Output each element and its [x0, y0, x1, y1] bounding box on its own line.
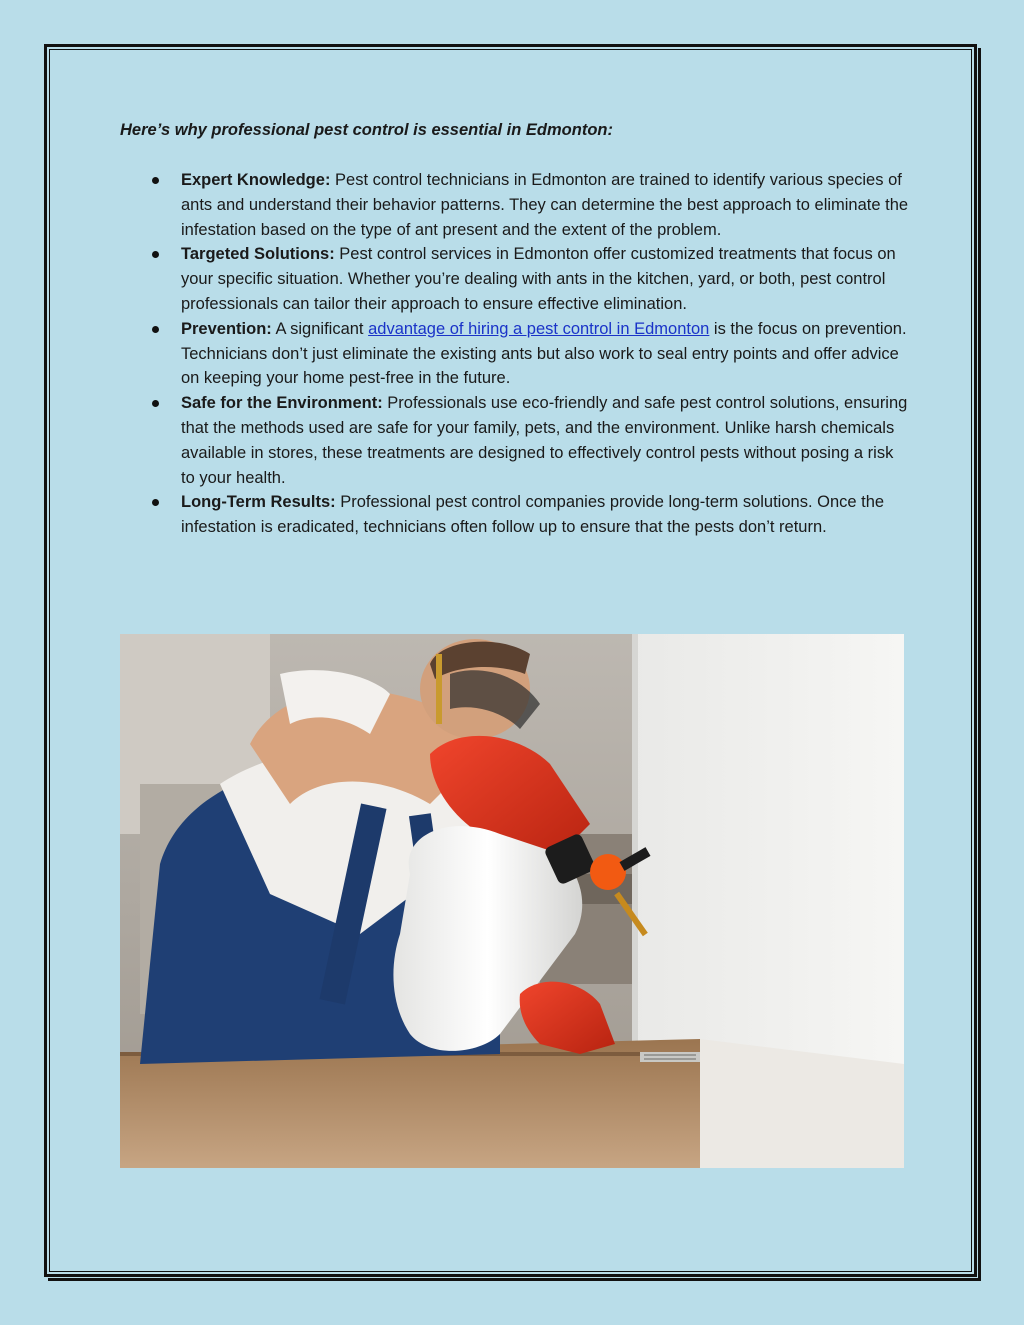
bullet-icon [152, 499, 159, 506]
section-heading: Here’s why professional pest control is essential in Edmonton: [120, 121, 613, 139]
bullet-icon [152, 326, 159, 333]
list-item-term: Safe for the Environment: [181, 394, 383, 413]
list-item-term: Long-Term Results: [181, 493, 336, 512]
list-item-text: Professional pest control companies provide long-term solutions. Once the infestation is eradicated, technicians often follow up to ensure that the pests don’t return. [181, 493, 885, 537]
document-body [120, 118, 910, 540]
bullet-icon [152, 400, 159, 407]
list-item-safe-environment [120, 391, 910, 490]
list-item-text: Pest control technicians in Edmonton are trained to identify various species of ants and understand their behavior patterns. They can determine the best approach to eliminate the infestation based on the type of ant present and the extent of the problem. [181, 171, 909, 239]
list-item-expert-knowledge [120, 168, 910, 242]
list-item-term: Prevention: [181, 319, 272, 338]
list-item-text: Professionals use eco-friendly and safe pest control solutions, ensuring that the methods used are safe for your family, pets, and the environment. Unlike harsh chemicals available in stores, these treatments are designed to effectively control pests without posing a risk to your health. [181, 394, 908, 487]
list-item-long-term-results [120, 490, 910, 540]
list-item-text-after-link: is the focus on prevention. Technicians don’t just eliminate the existing ants but also work to seal entry points and offer advice on keeping your home pest-free in the future. [181, 319, 907, 388]
pest-control-photo [120, 634, 904, 1168]
bullet-icon [152, 251, 159, 258]
list-item-text: Pest control services in Edmonton offer customized treatments that focus on your specific situation. Whether you’re dealing with ants in the kitchen, yard, or both, pest control professionals can tailor their approach to ensure effective elimination. [181, 245, 896, 313]
list-item-term: Expert Knowledge: [181, 171, 331, 189]
list-item-term: Targeted Solutions: [181, 245, 335, 264]
benefits-list [120, 168, 910, 540]
list-item-targeted-solutions [120, 242, 910, 316]
bullet-icon [152, 177, 159, 184]
list-item-prevention [120, 317, 910, 391]
advantage-link[interactable]: advantage of hiring a pest control in Edmonton [368, 319, 710, 338]
list-item-text-before-link: A significant [271, 319, 369, 338]
